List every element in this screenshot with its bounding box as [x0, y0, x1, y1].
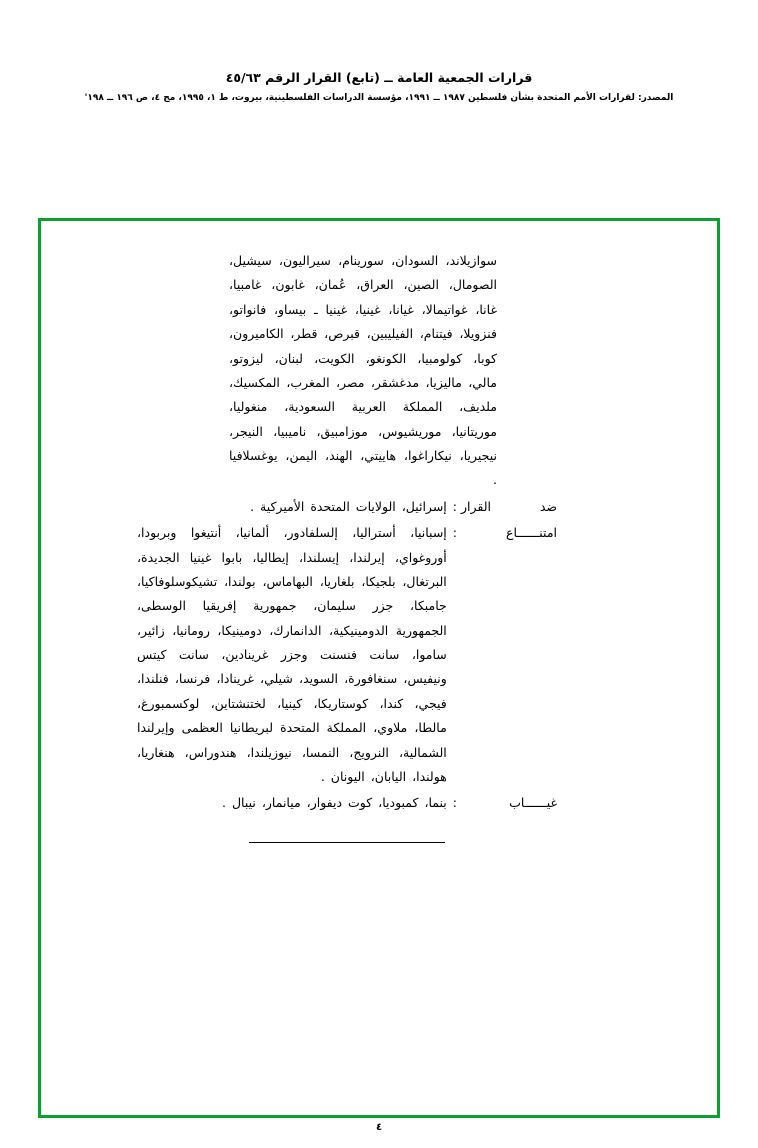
document-body: [137, 249, 557, 843]
abstained-row: [137, 521, 557, 789]
absent-row: [137, 791, 557, 815]
green-border-frame: [38, 218, 720, 1118]
document-header: [0, 70, 758, 103]
absent-label: غيــــــاب: [509, 795, 557, 811]
abstained-colon: :: [452, 525, 457, 541]
against-value: إسرائيل، الولايات المتحدة الأميركية .: [250, 498, 447, 514]
page-title: قرارات الجمعية العامة ــ (تابع) القرار الرقم ٤٥/٦٣: [225, 70, 533, 85]
against-row: [137, 495, 557, 519]
horizontal-rule: [249, 842, 445, 843]
source-line: المصدر: لقرارات الأمم المتحدة بشأن فلسطين ١٩٨٧ ــ ١٩٩١، مؤسسة الدراسات الفلسطينية، بيروت، ط ١، ١٩٩٥، مج ٤، ص ١٩٦ ــ ١٩٨': [84, 93, 674, 103]
absent-colon: :: [452, 795, 457, 811]
page-number: ٤: [375, 1122, 383, 1133]
countries-list-paragraph: سوازيلاند، السودان، سورينام، سيراليون، سيشيل، الصومال، الصين، العراق، عُمان، غابون، غامبيا، غانا، غواتيمالا، غيانا، غينيا، غينيا ـ بيساو، فانواتو، فنزويلا، فيتنام، الفيليبين، قبرص، قطر، الكاميرون، كوبا، كولومبيا، الكونغو، الكويت، لبنان، ليزوتو، مالي، ماليزيا، مدغشقر، مصر، المغرب، المكسيك، ملديف، المملكة العربية السعودية، منغوليا، موريتانيا، موريشيوس، موزامبيق، ناميبيا، النيجر، نيجيريا، نيكاراغوا، هاييتي، الهند، اليمن، يوغسلافيا .: [229, 253, 497, 488]
absent-value: بنما، كمبوديا، كوت ديفوار، ميانمار، نيبال .: [222, 795, 447, 811]
against-label: ضد القرار: [461, 498, 557, 514]
document-page: [0, 70, 758, 1148]
abstained-value: إسبانيا، أستراليا، إلسلفادور، ألمانيا، أنتيغوا وبربودا، أوروغواي، إيرلندا، إيسلندا، إيطاليا، بابوا غينيا الجديدة، البرتغال، بلجيكا، بلغاريا، البهاماس، بولندا، تشيكوسلوفاكيا، جامبكا، جزر سليمان، جمهورية إفريقيا الوسطى، الجمهورية الدومينيكية، الدانمارك، دومينيكا، رومانيا، زائير، ساموا، سانت فنسنت وجزر غرينادين، سانت كيتس ونيفيس، سنغافورة، السويد، شيلي، غرينادا، فرنسا، فنلندا، فيجي، كندا، كوستاريكا، كينيا، لختنشتاين، لوكسمبورغ، مالطا، ملاوي، المملكة المتحدة لبريطانيا العظمى وإيرلندا الشمالية، النرويج، النمسا، نيوزيلندا، هندوراس، هنغاريا، هولندا، اليابان، اليونان .: [137, 525, 447, 784]
abstained-label: امتنــــــاع: [506, 525, 557, 541]
against-colon: :: [452, 498, 457, 514]
